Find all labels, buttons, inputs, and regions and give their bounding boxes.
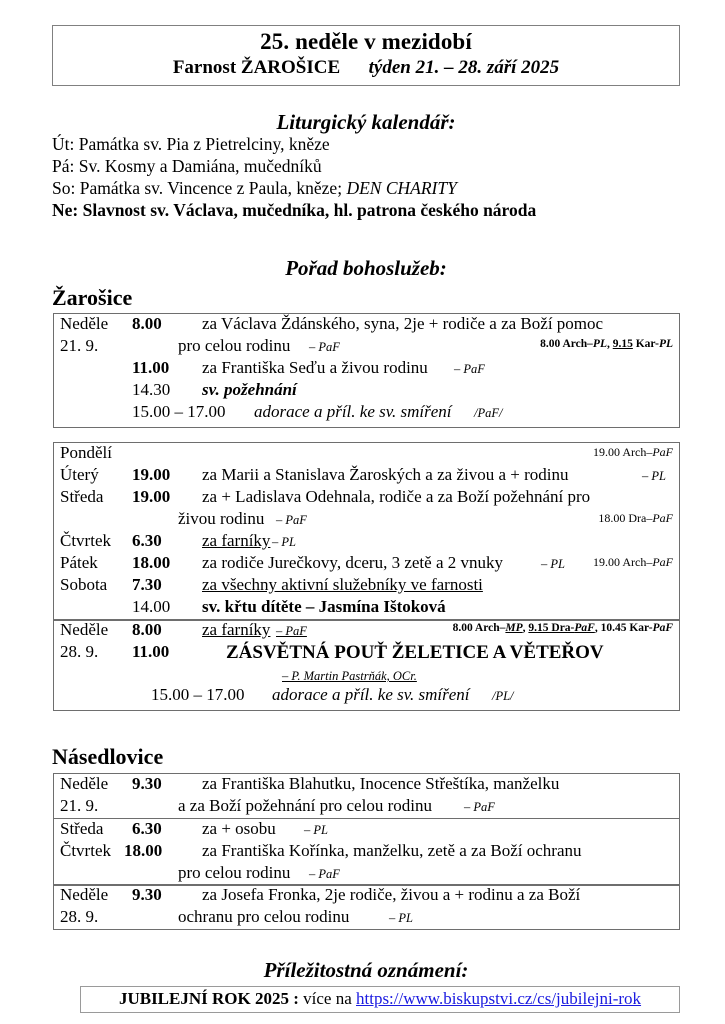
- row-priest: – PL: [642, 469, 666, 483]
- row-priest: – PL: [389, 911, 413, 925]
- row-day: 21. 9.: [60, 796, 99, 815]
- row-day: Sobota: [60, 575, 108, 594]
- row-day: Neděle: [60, 620, 109, 639]
- row-day: Středa: [60, 487, 104, 506]
- row-intention: pro celou rodinu: [178, 336, 291, 355]
- row-intention: adorace a příl. ke sv. smíření: [254, 402, 452, 421]
- row-day: Čtvrtek: [60, 841, 111, 860]
- row-intention: ochranu pro celou rodinu: [178, 907, 350, 926]
- row-intention: sv. požehnání: [202, 380, 297, 399]
- row-time: 14.00: [132, 597, 171, 616]
- header-box: [52, 25, 680, 86]
- header-subtitle: [53, 57, 679, 80]
- row-day: 28. 9.: [60, 642, 99, 661]
- row-day: Středa: [60, 819, 104, 838]
- table-row: [54, 336, 679, 358]
- table-row: [54, 509, 679, 531]
- row-time: 19.00: [132, 465, 171, 484]
- calendar-line: [52, 199, 680, 221]
- row-intention: adorace a příl. ke sv. smíření: [272, 685, 470, 704]
- table-row: [54, 487, 679, 509]
- row-intention: za farníky: [202, 620, 271, 639]
- schedule-table-nasedlovice-sunday-28: [53, 884, 680, 930]
- row-priest: – PaF: [276, 624, 307, 638]
- parish-name: Farnost ŽAROŠICE: [172, 57, 341, 79]
- row-time: 6.30: [132, 819, 162, 838]
- calendar-day: So:: [52, 178, 76, 198]
- calendar-day: Pá:: [52, 156, 75, 176]
- table-row: [54, 553, 679, 575]
- row-time: 14.30: [132, 380, 171, 399]
- row-time: 19.00: [132, 487, 171, 506]
- row-time: 18.00: [124, 841, 163, 860]
- row-priest: – PaF: [276, 513, 307, 527]
- row-time: 9.30: [132, 774, 162, 793]
- calendar-text: Památka sv. Pia z Pietrelciny, kněze: [74, 134, 330, 154]
- row-day: Pondělí: [60, 443, 112, 462]
- jubilee-text: více na: [298, 989, 356, 1008]
- place-heading-nasedlovice: Násedlovice: [52, 744, 164, 769]
- calendar-day: Ne:: [52, 200, 79, 220]
- row-intention: za Františka Blahutku, Inocence Střeštíka, manželku: [202, 774, 560, 793]
- table-row: [54, 885, 679, 907]
- row-time: 15.00 – 17.00: [132, 402, 226, 421]
- row-time: 18.00: [132, 553, 171, 572]
- row-other-masses: 19.00 Arch–PaF: [593, 445, 673, 459]
- table-row: [54, 819, 679, 841]
- row-time: 7.30: [132, 575, 162, 594]
- row-other-masses: 8.00 Arch–MP, 9.15 Dra-PaF, 10.45 Kar-PaF: [452, 622, 673, 634]
- row-priest: – PaF: [464, 800, 495, 814]
- calendar-line: [52, 155, 680, 177]
- table-row: [54, 465, 679, 487]
- calendar-line: [52, 177, 680, 199]
- calendar-line: [52, 133, 680, 155]
- week-range: týden 21. – 28. září 2025: [368, 57, 560, 79]
- page-title: 25. neděle v mezidobí: [260, 29, 472, 54]
- calendar-text: Sv. Kosmy a Damiána, mučedníků: [74, 156, 322, 176]
- announcement-box: [80, 986, 680, 1013]
- table-row: [54, 907, 679, 929]
- table-row: [54, 575, 679, 597]
- row-day: Pátek: [60, 553, 98, 572]
- row-intention: pro celou rodinu: [178, 863, 291, 882]
- table-row: [54, 774, 679, 796]
- table-row: [54, 314, 679, 336]
- services-heading: Pořad bohoslužeb:: [285, 256, 447, 280]
- row-time: 6.30: [132, 531, 162, 550]
- row-day: Neděle: [60, 885, 109, 904]
- row-time: 11.00: [132, 642, 170, 661]
- row-priest: – PaF: [454, 362, 485, 376]
- row-intention: za Františka Seďu a živou rodinu: [202, 358, 428, 377]
- row-intention: za Václava Ždánského, syna, 2je + rodiče a za Boží pomoc: [202, 314, 604, 333]
- row-priest: – PL: [304, 823, 328, 837]
- row-intention: sv. křtu dítěte – Jasmína Ištoková: [202, 597, 446, 616]
- row-intention: za + Ladislava Odehnala, rodiče a za Boží požehnání pro: [202, 487, 591, 506]
- table-row: [54, 443, 679, 465]
- row-intention: za Marii a Stanislava Žaroských a za živou a + rodinu: [202, 465, 569, 484]
- schedule-table-nasedlovice-weekdays: [53, 818, 680, 886]
- row-day: 28. 9.: [60, 907, 99, 926]
- schedule-table-zarosice-sunday-28: [53, 619, 680, 711]
- row-day: 21. 9.: [60, 336, 99, 355]
- schedule-table-zarosice-sunday-21: [53, 313, 680, 428]
- row-intention: a za Boží požehnání pro celou rodinu: [178, 796, 432, 815]
- table-row: [54, 402, 679, 427]
- row-time: 11.00: [132, 358, 170, 377]
- table-row: [54, 863, 679, 885]
- row-intention: za farníky: [202, 531, 271, 550]
- jubilee-link[interactable]: https://www.biskupstvi.cz/cs/jubilejni-rok: [356, 989, 642, 1008]
- table-row: [54, 685, 679, 710]
- liturgical-calendar-list: [52, 133, 680, 221]
- table-row: [54, 620, 679, 642]
- table-row: [54, 665, 679, 685]
- row-priest: /PaF/: [474, 406, 503, 420]
- row-intention: ZÁSVĚTNÁ POUŤ ŽELETICE A VĚTEŘOV: [226, 642, 604, 663]
- row-intention: za Josefa Fronka, 2je rodiče, živou a + rodinu a za Boží: [202, 885, 581, 904]
- row-intention: za + osobu: [202, 819, 276, 838]
- schedule-table-zarosice-weekdays: [53, 442, 680, 621]
- place-heading-zarosice: Žarošice: [52, 285, 133, 310]
- row-priest: – PL: [272, 535, 296, 549]
- row-day: Úterý: [60, 465, 99, 484]
- calendar-text: Památka sv. Vincence z Paula, kněze;: [75, 178, 347, 198]
- liturgical-calendar-heading: Liturgický kalendář:: [276, 110, 456, 134]
- row-intention: živou rodinu: [178, 509, 265, 528]
- row-intention: za všechny aktivní služebníky ve farnosti: [202, 575, 483, 594]
- table-row: [54, 841, 679, 863]
- row-other-masses: 18.00 Dra–PaF: [598, 511, 673, 525]
- row-other-masses: 8.00 Arch–PL, 9.15 Kar-PL: [540, 338, 673, 350]
- row-priest: – PL: [541, 557, 565, 571]
- row-priest: /PL/: [492, 689, 514, 703]
- announcements-heading: Příležitostná oznámení:: [263, 958, 469, 982]
- calendar-emphasis: DEN CHARITY: [346, 178, 457, 198]
- row-time: 8.00: [132, 314, 162, 333]
- row-intention: za Františka Kořínka, manželku, zetě a za Boží ochranu: [202, 841, 582, 860]
- row-time: 9.30: [132, 885, 162, 904]
- table-row: [54, 358, 679, 380]
- schedule-table-nasedlovice-sunday-21: [53, 773, 680, 819]
- table-row: [54, 597, 679, 620]
- row-day: Neděle: [60, 774, 109, 793]
- table-row: [54, 642, 679, 665]
- row-celebrant: – P. Martin Pastrňák, OCr.: [282, 669, 417, 683]
- row-other-masses: 19.00 Arch–PaF: [593, 555, 673, 569]
- jubilee-label: JUBILEJNÍ ROK 2025 :: [118, 989, 299, 1008]
- calendar-day: Út:: [52, 134, 75, 154]
- row-time: 8.00: [132, 620, 162, 639]
- row-time: 15.00 – 17.00: [151, 685, 245, 704]
- row-day: Neděle: [60, 314, 109, 333]
- table-row: [54, 531, 679, 553]
- table-row: [54, 380, 679, 402]
- table-row: [54, 796, 679, 818]
- row-priest: – PaF: [309, 867, 340, 881]
- row-intention: za rodiče Jurečkovy, dceru, 3 zetě a 2 vnuky: [202, 553, 503, 572]
- row-priest: – PaF: [309, 340, 340, 354]
- row-day: Čtvrtek: [60, 531, 111, 550]
- calendar-text: Slavnost sv. Václava, mučedníka, hl. patrona českého národa: [78, 200, 537, 220]
